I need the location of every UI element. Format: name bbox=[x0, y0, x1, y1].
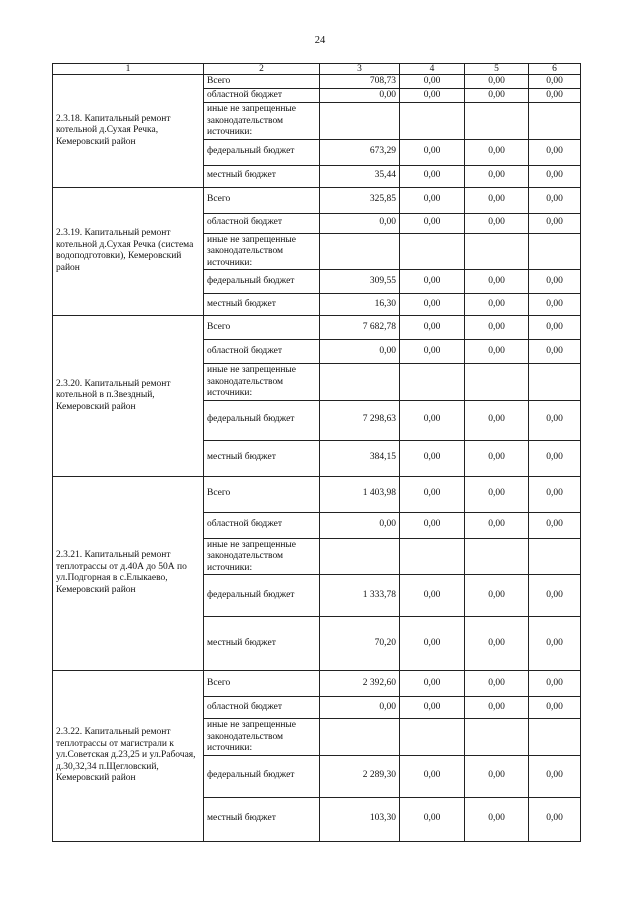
value-cell: 0,00 bbox=[529, 575, 581, 617]
table-row-total bbox=[53, 476, 581, 512]
value-cell: 0,00 bbox=[465, 512, 529, 538]
value-cell: 7 682,78 bbox=[320, 316, 400, 340]
value-cell: 0,00 bbox=[465, 476, 529, 512]
value-cell: 0,00 bbox=[320, 512, 400, 538]
value-cell: 0,00 bbox=[320, 340, 400, 364]
item-name: 2.3.22. Капитальный ремонт теплотрассы от магистрали к ул.Советская д.23,25 и ул.Рабочая, д.30,32,34 п.Щегловский, Кемеровский район bbox=[53, 671, 204, 842]
empty-cell bbox=[465, 719, 529, 756]
value-cell: 1 333,78 bbox=[320, 575, 400, 617]
value-cell: 0,00 bbox=[400, 213, 465, 233]
source-label: областной бюджет bbox=[204, 340, 320, 364]
item-name: 2.3.19. Капитальный ремонт котельной д.Сухая Речка (система водоподготовки), Кемеровский район bbox=[53, 187, 204, 316]
value-cell: 309,55 bbox=[320, 270, 400, 294]
value-cell: 0,00 bbox=[529, 270, 581, 294]
column-number: 2 bbox=[204, 64, 320, 75]
value-cell: 0,00 bbox=[529, 797, 581, 841]
item-name: 2.3.21. Капитальный ремонт теплотрассы от д.40А до 50А по ул.Подгорная в с.Елыкаево, Кемеровский район bbox=[53, 476, 204, 671]
source-label: иные не запрещенные законодательством источники: bbox=[204, 233, 320, 270]
value-cell: 0,00 bbox=[320, 89, 400, 103]
value-cell: 0,00 bbox=[400, 270, 465, 294]
value-cell: 0,00 bbox=[529, 400, 581, 440]
value-cell: 0,00 bbox=[465, 755, 529, 797]
source-label: местный бюджет bbox=[204, 440, 320, 476]
value-cell: 0,00 bbox=[529, 213, 581, 233]
empty-cell bbox=[320, 103, 400, 140]
budget-table bbox=[52, 63, 581, 842]
value-cell: 0,00 bbox=[465, 89, 529, 103]
source-label: федеральный бюджет bbox=[204, 139, 320, 165]
table-row-total bbox=[53, 75, 581, 89]
value-cell: 0,00 bbox=[400, 294, 465, 316]
value-cell: 0,00 bbox=[400, 617, 465, 671]
item-name: 2.3.18. Капитальный ремонт котельной д.Сухая Речка, Кемеровский район bbox=[53, 75, 204, 188]
value-cell: 35,44 bbox=[320, 165, 400, 187]
value-cell: 0,00 bbox=[400, 797, 465, 841]
value-cell: 0,00 bbox=[465, 697, 529, 719]
value-cell: 0,00 bbox=[400, 139, 465, 165]
source-label: иные не запрещенные законодательством источники: bbox=[204, 103, 320, 140]
empty-cell bbox=[400, 233, 465, 270]
source-label: Всего bbox=[204, 671, 320, 697]
column-number-row bbox=[53, 64, 581, 75]
value-cell: 0,00 bbox=[465, 187, 529, 213]
value-cell: 0,00 bbox=[400, 671, 465, 697]
value-cell: 0,00 bbox=[465, 75, 529, 89]
value-cell: 103,30 bbox=[320, 797, 400, 841]
value-cell: 0,00 bbox=[400, 476, 465, 512]
empty-cell bbox=[465, 233, 529, 270]
value-cell: 2 392,60 bbox=[320, 671, 400, 697]
empty-cell bbox=[465, 364, 529, 401]
value-cell: 0,00 bbox=[465, 575, 529, 617]
table-row-total bbox=[53, 316, 581, 340]
empty-cell bbox=[529, 233, 581, 270]
value-cell: 0,00 bbox=[320, 213, 400, 233]
table-row-total bbox=[53, 671, 581, 697]
source-label: областной бюджет bbox=[204, 213, 320, 233]
value-cell: 0,00 bbox=[400, 75, 465, 89]
value-cell: 0,00 bbox=[400, 400, 465, 440]
empty-cell bbox=[400, 538, 465, 575]
value-cell: 0,00 bbox=[529, 187, 581, 213]
value-cell: 7 298,63 bbox=[320, 400, 400, 440]
source-label: местный бюджет bbox=[204, 165, 320, 187]
source-label: местный бюджет bbox=[204, 617, 320, 671]
empty-cell bbox=[529, 538, 581, 575]
empty-cell bbox=[465, 103, 529, 140]
value-cell: 325,85 bbox=[320, 187, 400, 213]
value-cell: 0,00 bbox=[400, 512, 465, 538]
value-cell: 0,00 bbox=[529, 755, 581, 797]
source-label: областной бюджет bbox=[204, 512, 320, 538]
source-label: Всего bbox=[204, 316, 320, 340]
value-cell: 0,00 bbox=[529, 165, 581, 187]
source-label: Всего bbox=[204, 75, 320, 89]
empty-cell bbox=[320, 719, 400, 756]
value-cell: 0,00 bbox=[465, 139, 529, 165]
source-label: местный бюджет bbox=[204, 797, 320, 841]
empty-cell bbox=[529, 364, 581, 401]
source-label: федеральный бюджет bbox=[204, 755, 320, 797]
empty-cell bbox=[320, 233, 400, 270]
source-label: иные не запрещенные законодательством источники: bbox=[204, 538, 320, 575]
value-cell: 0,00 bbox=[529, 294, 581, 316]
column-number: 6 bbox=[529, 64, 581, 75]
value-cell: 0,00 bbox=[529, 75, 581, 89]
value-cell: 16,30 bbox=[320, 294, 400, 316]
source-label: областной бюджет bbox=[204, 89, 320, 103]
source-label: местный бюджет bbox=[204, 294, 320, 316]
column-number: 3 bbox=[320, 64, 400, 75]
value-cell: 2 289,30 bbox=[320, 755, 400, 797]
column-number: 1 bbox=[53, 64, 204, 75]
value-cell: 0,00 bbox=[400, 575, 465, 617]
value-cell: 0,00 bbox=[465, 340, 529, 364]
value-cell: 0,00 bbox=[400, 340, 465, 364]
value-cell: 0,00 bbox=[400, 316, 465, 340]
value-cell: 0,00 bbox=[529, 512, 581, 538]
empty-cell bbox=[529, 719, 581, 756]
value-cell: 0,00 bbox=[529, 617, 581, 671]
value-cell: 0,00 bbox=[529, 671, 581, 697]
value-cell: 0,00 bbox=[465, 797, 529, 841]
source-label: иные не запрещенные законодательством источники: bbox=[204, 364, 320, 401]
source-label: областной бюджет bbox=[204, 697, 320, 719]
value-cell: 0,00 bbox=[529, 476, 581, 512]
value-cell: 0,00 bbox=[465, 213, 529, 233]
value-cell: 0,00 bbox=[400, 697, 465, 719]
value-cell: 0,00 bbox=[400, 755, 465, 797]
source-label: федеральный бюджет bbox=[204, 575, 320, 617]
empty-cell bbox=[400, 364, 465, 401]
value-cell: 70,20 bbox=[320, 617, 400, 671]
value-cell: 0,00 bbox=[400, 165, 465, 187]
value-cell: 0,00 bbox=[465, 294, 529, 316]
item-name: 2.3.20. Капитальный ремонт котельной в п.Звездный, Кемеровский район bbox=[53, 316, 204, 477]
value-cell: 673,29 bbox=[320, 139, 400, 165]
value-cell: 0,00 bbox=[320, 697, 400, 719]
value-cell: 0,00 bbox=[465, 165, 529, 187]
value-cell: 0,00 bbox=[400, 187, 465, 213]
empty-cell bbox=[465, 538, 529, 575]
column-number: 4 bbox=[400, 64, 465, 75]
empty-cell bbox=[320, 364, 400, 401]
empty-cell bbox=[529, 103, 581, 140]
value-cell: 0,00 bbox=[529, 89, 581, 103]
value-cell: 0,00 bbox=[400, 440, 465, 476]
column-number: 5 bbox=[465, 64, 529, 75]
empty-cell bbox=[400, 719, 465, 756]
value-cell: 384,15 bbox=[320, 440, 400, 476]
value-cell: 0,00 bbox=[529, 139, 581, 165]
value-cell: 1 403,98 bbox=[320, 476, 400, 512]
table-row-total bbox=[53, 187, 581, 213]
empty-cell bbox=[320, 538, 400, 575]
value-cell: 0,00 bbox=[529, 316, 581, 340]
value-cell: 0,00 bbox=[400, 89, 465, 103]
source-label: Всего bbox=[204, 187, 320, 213]
value-cell: 0,00 bbox=[465, 617, 529, 671]
value-cell: 0,00 bbox=[465, 270, 529, 294]
value-cell: 0,00 bbox=[529, 340, 581, 364]
source-label: иные не запрещенные законодательством источники: bbox=[204, 719, 320, 756]
page-number: 24 bbox=[314, 35, 326, 46]
value-cell: 708,73 bbox=[320, 75, 400, 89]
value-cell: 0,00 bbox=[529, 440, 581, 476]
value-cell: 0,00 bbox=[465, 671, 529, 697]
source-label: федеральный бюджет bbox=[204, 270, 320, 294]
source-label: федеральный бюджет bbox=[204, 400, 320, 440]
value-cell: 0,00 bbox=[465, 400, 529, 440]
value-cell: 0,00 bbox=[465, 440, 529, 476]
value-cell: 0,00 bbox=[465, 316, 529, 340]
empty-cell bbox=[400, 103, 465, 140]
value-cell: 0,00 bbox=[529, 697, 581, 719]
source-label: Всего bbox=[204, 476, 320, 512]
